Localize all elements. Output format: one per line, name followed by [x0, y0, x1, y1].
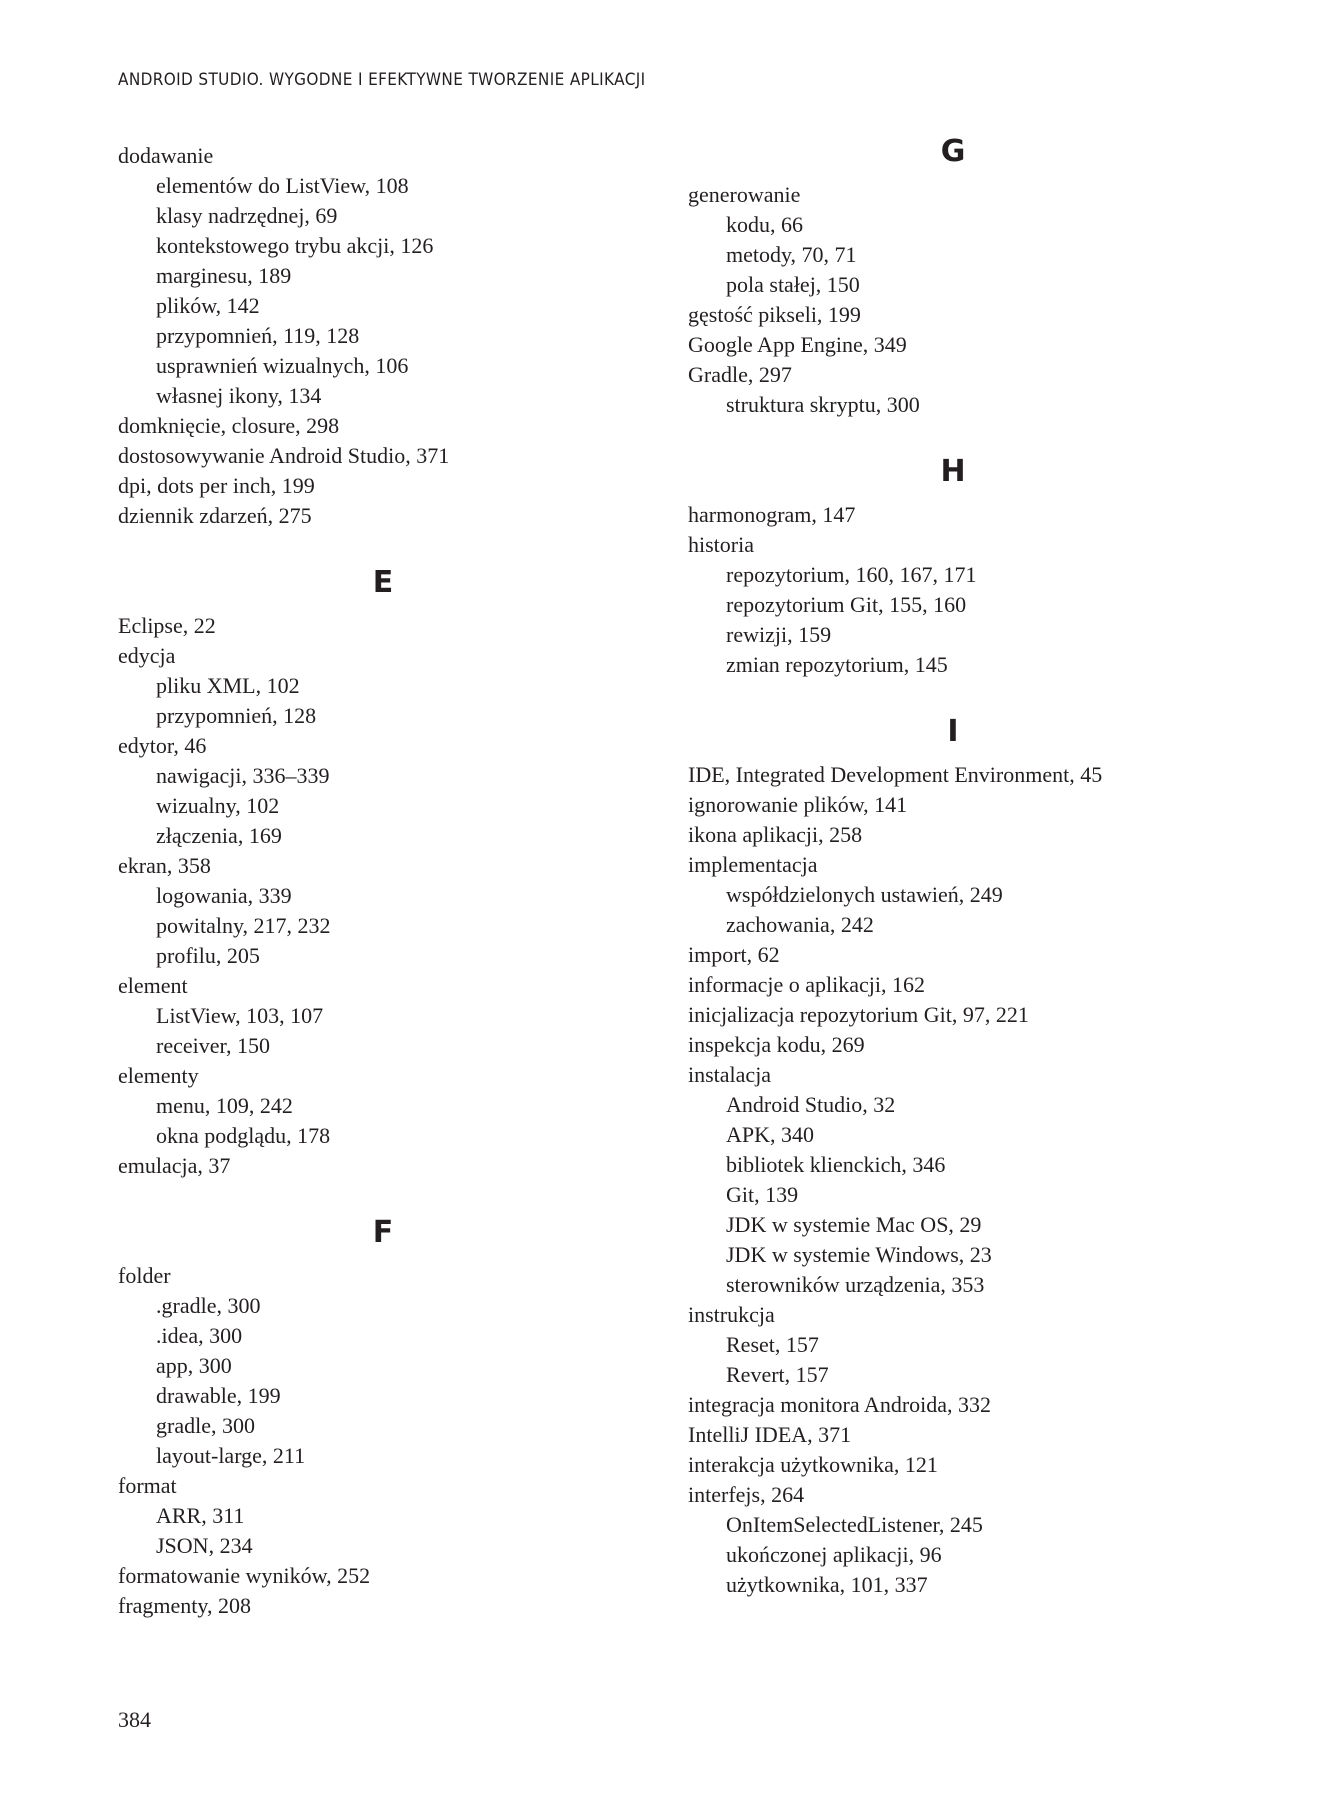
index-entry: informacje o aplikacji, 162 — [688, 972, 926, 997]
index-subentry: logowania, 339 — [156, 883, 292, 908]
index-entry: IDE, Integrated Development Environment, 45 — [688, 762, 1103, 787]
index-subentry: Git, 139 — [726, 1182, 799, 1207]
section-letter-g: G — [940, 134, 966, 169]
index-subentry: powitalny, 217, 232 — [156, 913, 331, 938]
index-subentry: kodu, 66 — [726, 212, 803, 237]
index-entry: folder — [118, 1263, 171, 1288]
index-subentry: własnej ikony, 134 — [156, 383, 322, 408]
index-subentry: wizualny, 102 — [156, 793, 280, 818]
index-subentry: APK, 340 — [726, 1122, 815, 1147]
index-subentry: przypomnień, 119, 128 — [156, 323, 360, 348]
index-entry: historia — [688, 532, 754, 557]
index-subentry: ListView, 103, 107 — [156, 1003, 324, 1028]
index-subentry: pliku XML, 102 — [156, 673, 300, 698]
index-subentry: metody, 70, 71 — [726, 242, 857, 267]
index-subentry: klasy nadrzędnej, 69 — [156, 203, 338, 228]
index-subentry: przypomnień, 128 — [156, 703, 317, 728]
index-entry: gęstość pikseli, 199 — [688, 302, 861, 327]
index-subentry: repozytorium, 160, 167, 171 — [726, 562, 977, 587]
section-letter-h: H — [940, 454, 966, 489]
index-entry: fragmenty, 208 — [118, 1593, 251, 1618]
index-subentry: ukończonej aplikacji, 96 — [726, 1542, 942, 1567]
index-subentry: struktura skryptu, 300 — [726, 392, 920, 417]
index-entry: edytor, 46 — [118, 733, 207, 758]
index-entry: Gradle, 297 — [688, 362, 792, 387]
index-subentry: zachowania, 242 — [726, 912, 874, 937]
index-entry: Google App Engine, 349 — [688, 332, 907, 357]
index-subentry: ARR, 311 — [156, 1503, 245, 1528]
index-entry: instrukcja — [688, 1302, 775, 1327]
index-entry: dpi, dots per inch, 199 — [118, 473, 315, 498]
index-entry: IntelliJ IDEA, 371 — [688, 1422, 852, 1447]
index-subentry: współdzielonych ustawień, 249 — [726, 882, 1003, 907]
section-letter-i: I — [947, 714, 959, 749]
index-subentry: użytkownika, 101, 337 — [726, 1572, 928, 1597]
index-subentry: .gradle, 300 — [156, 1293, 261, 1318]
index-subentry: gradle, 300 — [156, 1413, 255, 1438]
index-entry: Eclipse, 22 — [118, 613, 216, 638]
index-subentry: rewizji, 159 — [726, 622, 832, 647]
index-entry: ekran, 358 — [118, 853, 211, 878]
index-entry: interakcja użytkownika, 121 — [688, 1452, 938, 1477]
index-entry: inspekcja kodu, 269 — [688, 1032, 865, 1057]
index-subentry: złączenia, 169 — [156, 823, 282, 848]
index-entry: elementy — [118, 1063, 199, 1088]
index-entry: import, 62 — [688, 942, 780, 967]
index-entry: ignorowanie plików, 141 — [688, 792, 908, 817]
index-subentry: plików, 142 — [156, 293, 260, 318]
section-letter-e: E — [372, 565, 394, 600]
index-subentry: JDK w systemie Windows, 23 — [726, 1242, 992, 1267]
index-subentry: receiver, 150 — [156, 1033, 270, 1058]
index-entry: inicjalizacja repozytorium Git, 97, 221 — [688, 1002, 1029, 1027]
index-entry: harmonogram, 147 — [688, 502, 856, 527]
index-subentry: Reset, 157 — [726, 1332, 819, 1357]
index-subentry: JDK w systemie Mac OS, 29 — [726, 1212, 982, 1237]
page-number: 384 — [118, 1707, 151, 1732]
index-entry: edycja — [118, 643, 176, 668]
index-subentry: JSON, 234 — [156, 1533, 253, 1558]
index-entry: interfejs, 264 — [688, 1482, 805, 1507]
index-subentry: zmian repozytorium, 145 — [726, 652, 948, 677]
index-subentry: usprawnień wizualnych, 106 — [156, 353, 409, 378]
section-letter-f: F — [372, 1215, 394, 1250]
index-subentry: pola stałej, 150 — [726, 272, 860, 297]
index-subentry: profilu, 205 — [156, 943, 260, 968]
index-entry: element — [118, 973, 188, 998]
index-subentry: elementów do ListView, 108 — [156, 173, 409, 198]
index-subentry: menu, 109, 242 — [156, 1093, 293, 1118]
index-subentry: .idea, 300 — [156, 1323, 243, 1348]
index-entry: implementacja — [688, 852, 818, 877]
index-entry: domknięcie, closure, 298 — [118, 413, 340, 438]
index-subentry: marginesu, 189 — [156, 263, 292, 288]
index-subentry: nawigacji, 336–339 — [156, 763, 330, 788]
index-subentry: layout-large, 211 — [156, 1443, 306, 1468]
index-subentry: sterowników urządzenia, 353 — [726, 1272, 985, 1297]
index-entry: dostosowywanie Android Studio, 371 — [118, 443, 450, 468]
index-subentry: drawable, 199 — [156, 1383, 281, 1408]
index-entry: emulacja, 37 — [118, 1153, 231, 1178]
index-subentry: bibliotek klienckich, 346 — [726, 1152, 946, 1177]
index-subentry: kontekstowego trybu akcji, 126 — [156, 233, 434, 258]
index-subentry: repozytorium Git, 155, 160 — [726, 592, 967, 617]
index-entry: generowanie — [688, 182, 801, 207]
index-subentry: Revert, 157 — [726, 1362, 829, 1387]
index-entry: instalacja — [688, 1062, 772, 1087]
index-entry: ikona aplikacji, 258 — [688, 822, 863, 847]
index-subentry: Android Studio, 32 — [726, 1092, 896, 1117]
index-entry: formatowanie wyników, 252 — [118, 1563, 371, 1588]
index-subentry: app, 300 — [156, 1353, 232, 1378]
index-entry: dodawanie — [118, 143, 214, 168]
index-entry: format — [118, 1473, 177, 1498]
index-entry: integracja monitora Androida, 332 — [688, 1392, 992, 1417]
index-subentry: okna podglądu, 178 — [156, 1123, 331, 1148]
index-subentry: OnItemSelectedListener, 245 — [726, 1512, 983, 1537]
running-head: ANDROID STUDIO. WYGODNE I EFEKTYWNE TWORZENIE APLIKACJI — [118, 70, 646, 90]
index-entry: dziennik zdarzeń, 275 — [118, 503, 312, 528]
